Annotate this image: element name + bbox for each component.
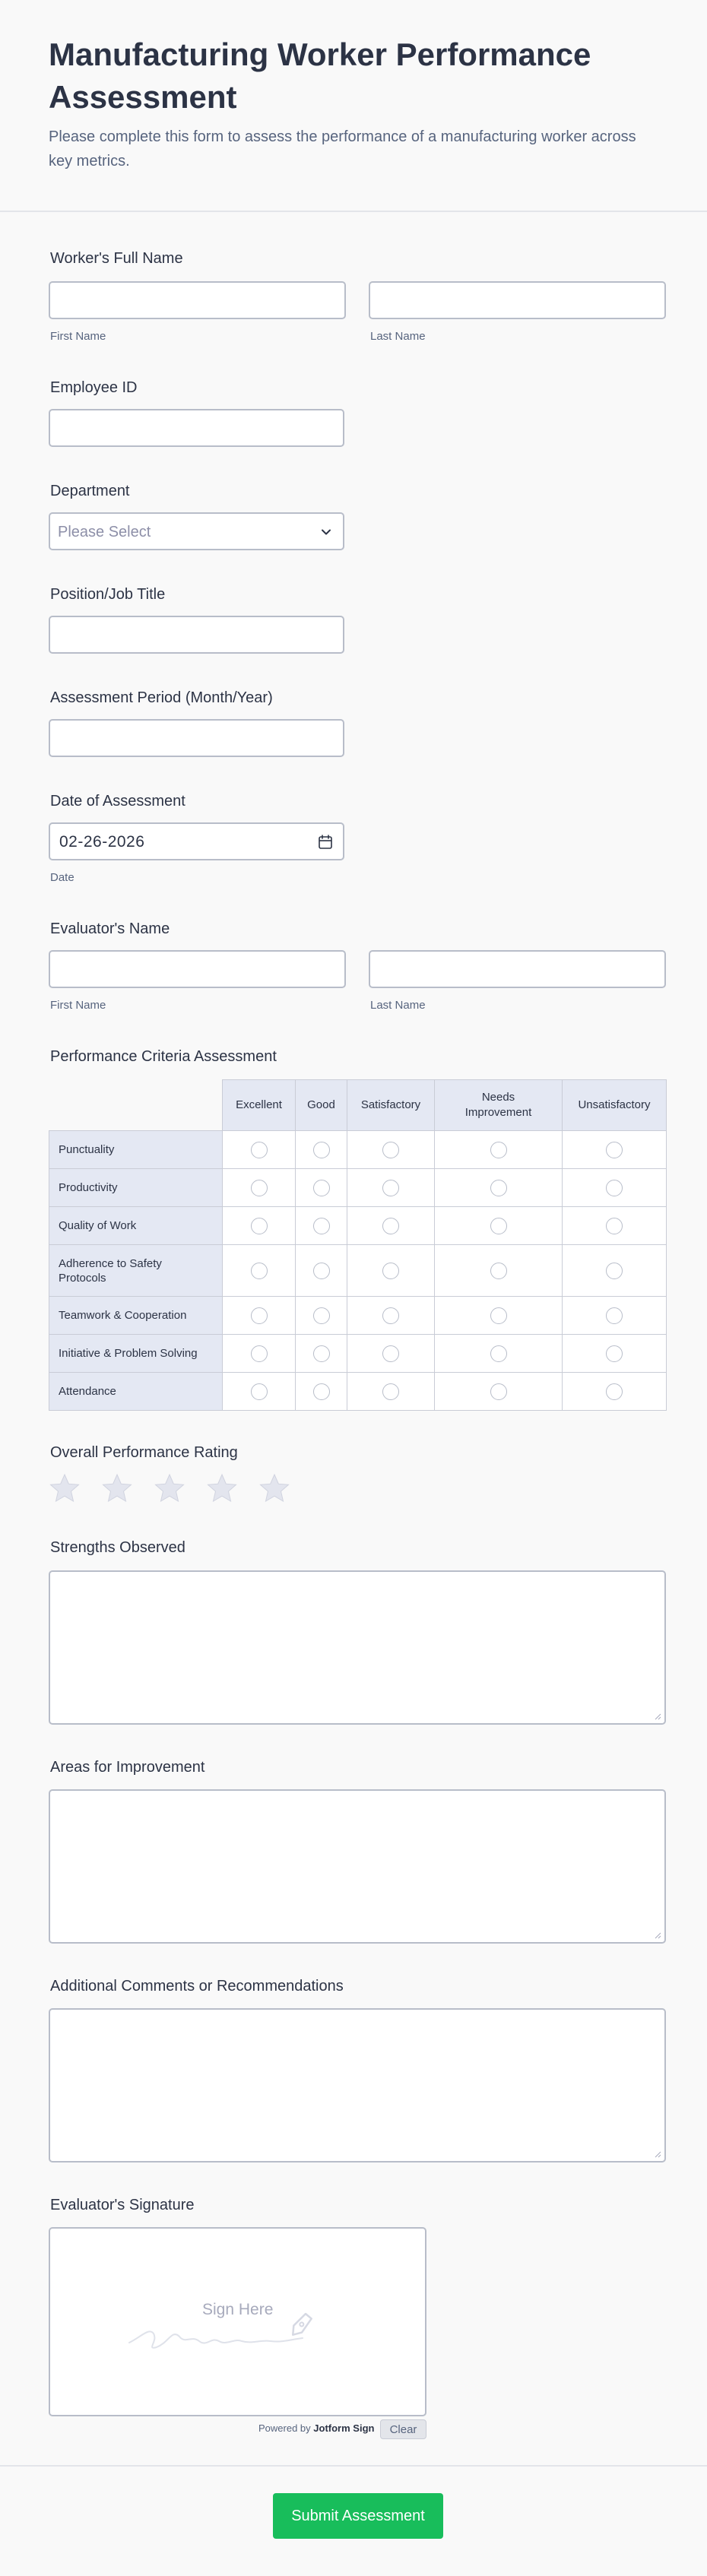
matrix-radio[interactable] bbox=[382, 1218, 399, 1234]
matrix-radio[interactable] bbox=[251, 1307, 268, 1324]
improvement-label: Areas for Improvement bbox=[50, 1759, 205, 1776]
matrix-radio[interactable] bbox=[490, 1263, 507, 1279]
matrix-corner bbox=[49, 1080, 223, 1131]
matrix-radio[interactable] bbox=[490, 1307, 507, 1324]
matrix-radio[interactable] bbox=[382, 1345, 399, 1362]
date-input[interactable] bbox=[49, 822, 344, 860]
matrix-column-header: Satisfactory bbox=[347, 1080, 435, 1131]
evaluator-first-name-sublabel: First Name bbox=[50, 999, 106, 1012]
matrix-radio[interactable] bbox=[251, 1345, 268, 1362]
star-icon[interactable] bbox=[49, 1472, 81, 1504]
matrix-radio[interactable] bbox=[313, 1307, 330, 1324]
matrix-radio[interactable] bbox=[251, 1383, 268, 1400]
matrix-row-label: Punctuality bbox=[49, 1131, 223, 1169]
form-title: Manufacturing Worker Performance Assessment bbox=[49, 36, 591, 115]
matrix-radio[interactable] bbox=[313, 1180, 330, 1196]
matrix-radio[interactable] bbox=[490, 1383, 507, 1400]
matrix-row-label: Attendance bbox=[49, 1373, 223, 1411]
date-label: Date of Assessment bbox=[50, 793, 185, 810]
department-select[interactable] bbox=[49, 512, 344, 550]
star-icon[interactable] bbox=[258, 1472, 290, 1504]
position-label: Position/Job Title bbox=[50, 586, 166, 603]
resize-grip-icon[interactable] bbox=[652, 1930, 661, 1939]
criteria-matrix bbox=[49, 1079, 667, 1411]
matrix-radio[interactable] bbox=[382, 1307, 399, 1324]
matrix-row-label: Productivity bbox=[49, 1169, 223, 1207]
employee-id-label: Employee ID bbox=[50, 379, 138, 396]
matrix-column-header bbox=[435, 1080, 563, 1131]
matrix-radio[interactable] bbox=[251, 1218, 268, 1234]
matrix-row-label-text: Adherence to Safety Protocols bbox=[59, 1256, 162, 1285]
worker-first-name-input[interactable] bbox=[49, 281, 346, 319]
matrix-radio[interactable] bbox=[490, 1345, 507, 1362]
matrix-radio[interactable] bbox=[313, 1218, 330, 1234]
chevron-down-icon bbox=[319, 524, 334, 540]
matrix-column-header-text: Needs Improvement bbox=[464, 1091, 532, 1119]
matrix-radio[interactable] bbox=[313, 1263, 330, 1279]
comments-label: Additional Comments or Recommendations bbox=[50, 1978, 344, 1995]
jotform-sign-brand[interactable]: Jotform Sign bbox=[313, 2422, 375, 2434]
matrix-radio[interactable] bbox=[606, 1345, 623, 1362]
signature-pad[interactable] bbox=[49, 2227, 426, 2416]
submit-button[interactable]: Submit Assessment bbox=[273, 2493, 443, 2539]
worker-last-name-input[interactable] bbox=[369, 281, 666, 319]
date-value: 02-26-2026 bbox=[59, 833, 145, 851]
period-label: Assessment Period (Month/Year) bbox=[50, 689, 273, 706]
footer-divider bbox=[0, 2465, 707, 2467]
form-header bbox=[0, 0, 707, 212]
position-input[interactable] bbox=[49, 616, 344, 654]
period-input[interactable] bbox=[49, 719, 344, 757]
matrix-radio[interactable] bbox=[490, 1218, 507, 1234]
matrix-radio[interactable] bbox=[606, 1383, 623, 1400]
strengths-textarea[interactable] bbox=[49, 1570, 666, 1725]
matrix-radio[interactable] bbox=[606, 1307, 623, 1324]
form-subtitle: Please complete this form to assess the performance of a manufacturing worker across key metrics. bbox=[49, 128, 636, 170]
powered-by bbox=[258, 2422, 374, 2434]
matrix-row-label bbox=[49, 1245, 223, 1297]
department-label: Department bbox=[50, 483, 130, 499]
matrix-column-header: Unsatisfactory bbox=[563, 1080, 667, 1131]
workers-name-label: Worker's Full Name bbox=[50, 250, 183, 267]
calendar-icon[interactable] bbox=[317, 834, 334, 851]
matrix-radio[interactable] bbox=[490, 1180, 507, 1196]
evaluator-last-name-input[interactable] bbox=[369, 950, 666, 988]
strengths-label: Strengths Observed bbox=[50, 1539, 185, 1556]
star-icon[interactable] bbox=[101, 1472, 133, 1504]
matrix-radio[interactable] bbox=[606, 1218, 623, 1234]
star-icon[interactable] bbox=[154, 1472, 185, 1504]
employee-id-input[interactable] bbox=[49, 409, 344, 447]
matrix-radio[interactable] bbox=[313, 1142, 330, 1158]
star-icon[interactable] bbox=[206, 1472, 238, 1504]
worker-last-name-sublabel: Last Name bbox=[370, 330, 426, 343]
matrix-column-header: Excellent bbox=[223, 1080, 296, 1131]
matrix-row-label: Teamwork & Cooperation bbox=[49, 1297, 223, 1335]
matrix-column-header: Good bbox=[296, 1080, 347, 1131]
resize-grip-icon[interactable] bbox=[652, 2149, 661, 2158]
worker-first-name-sublabel: First Name bbox=[50, 330, 106, 343]
matrix-radio[interactable] bbox=[382, 1142, 399, 1158]
matrix-radio[interactable] bbox=[382, 1180, 399, 1196]
improvement-textarea[interactable] bbox=[49, 1789, 666, 1944]
matrix-row-label: Initiative & Problem Solving bbox=[49, 1335, 223, 1373]
signature-label: Evaluator's Signature bbox=[50, 2197, 195, 2213]
evaluator-last-name-sublabel: Last Name bbox=[370, 999, 426, 1012]
matrix-radio[interactable] bbox=[606, 1263, 623, 1279]
department-placeholder: Please Select bbox=[58, 524, 151, 540]
evaluator-first-name-input[interactable] bbox=[49, 950, 346, 988]
resize-grip-icon[interactable] bbox=[652, 1711, 661, 1720]
matrix-radio[interactable] bbox=[251, 1263, 268, 1279]
powered-by-prefix: Powered by bbox=[258, 2422, 311, 2434]
matrix-radio[interactable] bbox=[382, 1263, 399, 1279]
evaluator-name-label: Evaluator's Name bbox=[50, 920, 170, 937]
matrix-radio[interactable] bbox=[606, 1142, 623, 1158]
comments-textarea[interactable] bbox=[49, 2008, 666, 2163]
signature-placeholder: Sign Here bbox=[202, 2301, 274, 2318]
clear-signature-button[interactable]: Clear bbox=[380, 2419, 426, 2439]
criteria-label: Performance Criteria Assessment bbox=[50, 1048, 277, 1065]
matrix-radio[interactable] bbox=[382, 1383, 399, 1400]
matrix-radio[interactable] bbox=[313, 1383, 330, 1400]
date-sublabel: Date bbox=[50, 871, 75, 884]
matrix-radio[interactable] bbox=[251, 1142, 268, 1158]
rating-label: Overall Performance Rating bbox=[50, 1444, 238, 1461]
matrix-radio[interactable] bbox=[606, 1180, 623, 1196]
matrix-radio[interactable] bbox=[251, 1180, 268, 1196]
matrix-row-label: Quality of Work bbox=[49, 1207, 223, 1245]
matrix-radio[interactable] bbox=[490, 1142, 507, 1158]
matrix-radio[interactable] bbox=[313, 1345, 330, 1362]
